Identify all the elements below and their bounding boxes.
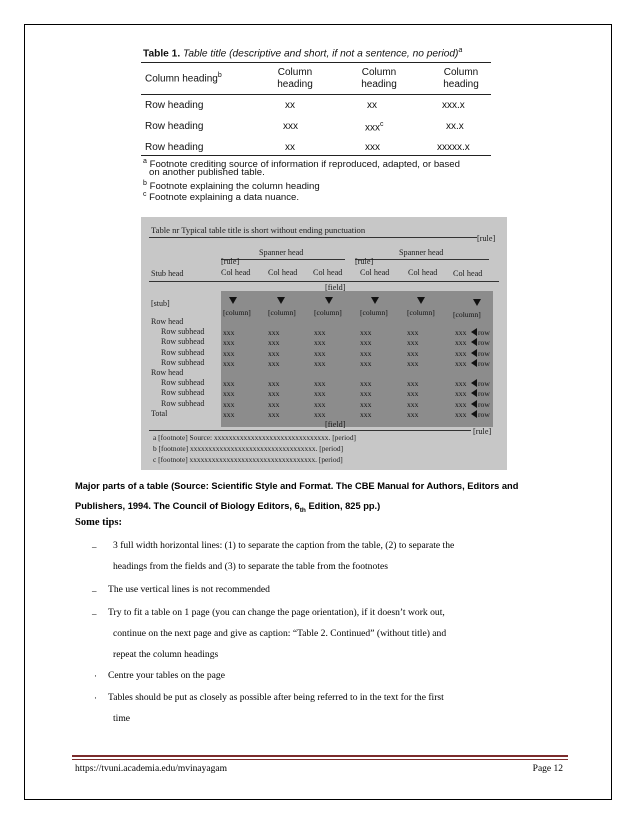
- table2-cell: xxx: [314, 389, 326, 399]
- spanner-rule-label: [rule]: [221, 257, 240, 266]
- table2-cell: xxx: [314, 338, 326, 348]
- table2-cell: xxx: [407, 328, 419, 338]
- row-tag: row: [478, 328, 490, 338]
- tip-text: headings from the fields and (3) to separate the table from the footnotes: [113, 561, 388, 572]
- row-tag: row: [478, 338, 490, 348]
- table1-stub-heading: Column heading$^b$: [145, 72, 222, 85]
- figure-caption: Major parts of a table (Source: Scientific Style and Format. The CBE Manual for Authors, Editors and Publishers, 1994. The Council of Biology Editors, $6_{th}$ Edition, 825 pp.): [75, 481, 519, 514]
- table2-cell: xxx: [455, 348, 467, 358]
- stub-head: Stub head: [151, 269, 184, 278]
- table2-footnote: b [footnote] xxxxxxxxxxxxxxxxxxxxxxxxxxxxxxxxxx. [period]: [153, 444, 344, 453]
- spanner-head: Spanner head: [259, 248, 304, 257]
- left-arrow-icon: [471, 410, 477, 418]
- spanner-rule-label: [rule]: [355, 257, 374, 266]
- column-label: [column]: [314, 308, 342, 317]
- table1-row-heading: Row heading: [145, 100, 204, 111]
- row-tag: row: [478, 389, 490, 399]
- table2-cell: xxx: [455, 338, 467, 348]
- table2-title: Table nr Typical table title is short without ending punctuation: [151, 225, 366, 235]
- table2-cell: xxx: [407, 409, 419, 419]
- col-head: Col head: [313, 268, 343, 277]
- column-label: [column]: [407, 308, 435, 317]
- table2-cell: xxx: [223, 358, 235, 368]
- tips-heading: Some tips:: [75, 517, 122, 528]
- table1-title: Table 1. Table title (descriptive and short, if not a sentence, no period)$^a$: [143, 47, 463, 60]
- tip-text: 3 full width horizontal lines: (1) to separate the caption from the table, (2) to separate the: [113, 540, 455, 551]
- table1-cell: xxxxx.x: [437, 142, 470, 153]
- table2-cell: xxx: [314, 358, 326, 368]
- row-tag: row: [478, 399, 490, 409]
- table2-cell: xxx: [268, 358, 280, 368]
- column-label: [column]: [360, 308, 388, 317]
- tip-text: Try to fit a table on 1 page (you can change the page orientation), if it doesn’t work out,: [108, 607, 445, 618]
- table2-row-label: Row subhead: [161, 378, 205, 388]
- table1-figure: [137, 42, 497, 210]
- down-arrow-icon: [277, 297, 285, 304]
- table2-cell: xxx: [314, 348, 326, 358]
- column-label: [column]: [453, 310, 481, 319]
- down-arrow-icon: [371, 297, 379, 304]
- left-arrow-icon: [471, 400, 477, 408]
- tip-bullet: –: [92, 609, 97, 619]
- table1-col-heading: Column heading: [443, 67, 479, 90]
- row-tag: row: [478, 409, 490, 419]
- stub-label: [stub]: [151, 299, 170, 308]
- col-head: Col head: [268, 268, 298, 277]
- table2-cell: xxx: [455, 399, 467, 409]
- left-arrow-icon: [471, 379, 477, 387]
- table2-cell: xxx: [455, 358, 467, 368]
- table2-cell: xxx: [360, 358, 372, 368]
- tip-text: Centre your tables on the page: [108, 670, 225, 681]
- table2-cell: xxx: [455, 389, 467, 399]
- tip-bullet: –: [92, 586, 97, 596]
- table2-cell: xxx: [360, 389, 372, 399]
- table2-row-label: Row subhead: [161, 388, 205, 398]
- table2-cell: xxx: [407, 348, 419, 358]
- table2-footnote: c [footnote] xxxxxxxxxxxxxxxxxxxxxxxxxxxxxxxxxx. [period]: [153, 455, 343, 464]
- table2-figure: [141, 217, 507, 470]
- table2-footnote: a [footnote] Source: xxxxxxxxxxxxxxxxxxxxxxxxxxxxxxx. [period]: [153, 433, 357, 442]
- footer-rule: [72, 759, 568, 760]
- spanner-head: Spanner head: [399, 248, 444, 257]
- tip-text: repeat the column headings: [113, 649, 219, 660]
- table1-row-heading: Row heading: [145, 142, 204, 153]
- table2-cell: xxx: [360, 348, 372, 358]
- table1-cell: xx: [367, 100, 377, 111]
- table2-cell: xxx: [268, 379, 280, 389]
- table2-row-label: Row subhead: [161, 398, 205, 408]
- col-head: Col head: [360, 268, 390, 277]
- col-head: Col head: [408, 268, 438, 277]
- table2-row-label: Row subhead: [161, 357, 205, 367]
- down-arrow-icon: [417, 297, 425, 304]
- table1-cell: xxx$^c$: [365, 121, 384, 134]
- column-label: [column]: [268, 308, 296, 317]
- table2-cell: xxx: [314, 409, 326, 419]
- table1-cell: xx.x: [446, 121, 464, 132]
- down-arrow-icon: [473, 299, 481, 306]
- table2-cell: xxx: [268, 409, 280, 419]
- table1-footnote: $^a$ Footnote crediting source of information if reproduced, adapted, or based: [143, 158, 460, 171]
- table2-cell: xxx: [360, 338, 372, 348]
- field-label: [field]: [325, 420, 346, 429]
- spanner-rule: [221, 259, 345, 260]
- field-label: [field]: [325, 283, 346, 292]
- table2-cell: xxx: [407, 399, 419, 409]
- table2-cell: xxx: [223, 338, 235, 348]
- table2-rule-label: [rule]: [473, 427, 492, 436]
- col-head: Col head: [453, 269, 483, 278]
- table2-cell: xxx: [223, 328, 235, 338]
- footer-url: https://tvuni.academia.edu/mvinayagam: [75, 764, 227, 774]
- table1-cell: xx: [285, 100, 295, 111]
- table2-cell: xxx: [360, 399, 372, 409]
- left-arrow-icon: [471, 328, 477, 336]
- table2-cell: xxx: [223, 389, 235, 399]
- table2-cell: xxx: [223, 379, 235, 389]
- table2-bottom-rule: [149, 430, 471, 431]
- row-tag: row: [478, 379, 490, 389]
- table1-footnote: $^b$ Footnote explaining the column heading: [143, 180, 320, 193]
- left-arrow-icon: [471, 338, 477, 346]
- left-arrow-icon: [471, 359, 477, 367]
- table1-footnote: on another published table.: [149, 167, 265, 178]
- table1-col-heading: Column heading: [277, 67, 313, 90]
- down-arrow-icon: [229, 297, 237, 304]
- tip-text: continue on the next page and give as caption: “Table 2. Continued” (without title) and: [113, 628, 447, 639]
- page-number: Page 12: [532, 764, 563, 774]
- tip-text: Tables should be put as closely as possible after being referred to in the text for the first: [108, 692, 444, 703]
- table1-cell: xxx.x: [442, 100, 465, 111]
- tip-bullet: –: [92, 542, 97, 552]
- footer-rule: [72, 755, 568, 757]
- row-tag: row: [478, 358, 490, 368]
- table2-cell: xxx: [455, 409, 467, 419]
- table2-cell: xxx: [407, 389, 419, 399]
- table2-heading-rule: [149, 281, 499, 282]
- column-label: [column]: [223, 308, 251, 317]
- tip-bullet: ·: [94, 671, 97, 681]
- table2-row-label: Row subhead: [161, 327, 205, 337]
- table2-cell: xxx: [407, 379, 419, 389]
- table2-cell: xxx: [268, 338, 280, 348]
- table1-heading-rule: [141, 94, 491, 95]
- table2-cell: xxx: [455, 379, 467, 389]
- table1-footnote: $^c$ Footnote explaining a data nuance.: [143, 191, 300, 204]
- table2-row-label: Row subhead: [161, 337, 205, 347]
- table2-top-rule: [149, 237, 477, 238]
- table1-top-rule: [141, 62, 491, 63]
- table2-cell: xxx: [268, 328, 280, 338]
- tip-text: The use vertical lines is not recommended: [108, 584, 270, 595]
- table1-cell: xx: [285, 142, 295, 153]
- table2-cell: xxx: [223, 348, 235, 358]
- table2-cell: xxx: [360, 379, 372, 389]
- table2-cell: xxx: [268, 389, 280, 399]
- down-arrow-icon: [325, 297, 333, 304]
- table1-col-heading: Column heading: [361, 67, 397, 90]
- left-arrow-icon: [471, 389, 477, 397]
- table1-cell: xxx: [365, 142, 380, 153]
- table2-cell: xxx: [360, 409, 372, 419]
- tip-bullet: ·: [94, 693, 97, 703]
- table2-cell: xxx: [407, 338, 419, 348]
- table2-row-label: Row head: [151, 368, 184, 377]
- table2-row-label: Row head: [151, 317, 184, 326]
- row-tag: row: [478, 348, 490, 358]
- table1-row-heading: Row heading: [145, 121, 204, 132]
- table2-cell: xxx: [314, 399, 326, 409]
- table2-cell: xxx: [360, 328, 372, 338]
- spanner-rule: [355, 259, 489, 260]
- table2-cell: xxx: [223, 409, 235, 419]
- tip-text: time: [113, 713, 131, 724]
- table2-cell: xxx: [314, 328, 326, 338]
- table2-cell: xxx: [268, 399, 280, 409]
- table2-rule-label: [rule]: [477, 234, 496, 243]
- left-arrow-icon: [471, 349, 477, 357]
- table1-cell: xxx: [283, 121, 298, 132]
- table2-cell: xxx: [407, 358, 419, 368]
- table2-cell: xxx: [455, 328, 467, 338]
- table2-row-label: Row subhead: [161, 347, 205, 357]
- table2-cell: xxx: [314, 379, 326, 389]
- table2-cell: xxx: [268, 348, 280, 358]
- table2-cell: xxx: [223, 399, 235, 409]
- col-head: Col head: [221, 268, 251, 277]
- table2-row-label: Total: [151, 408, 168, 418]
